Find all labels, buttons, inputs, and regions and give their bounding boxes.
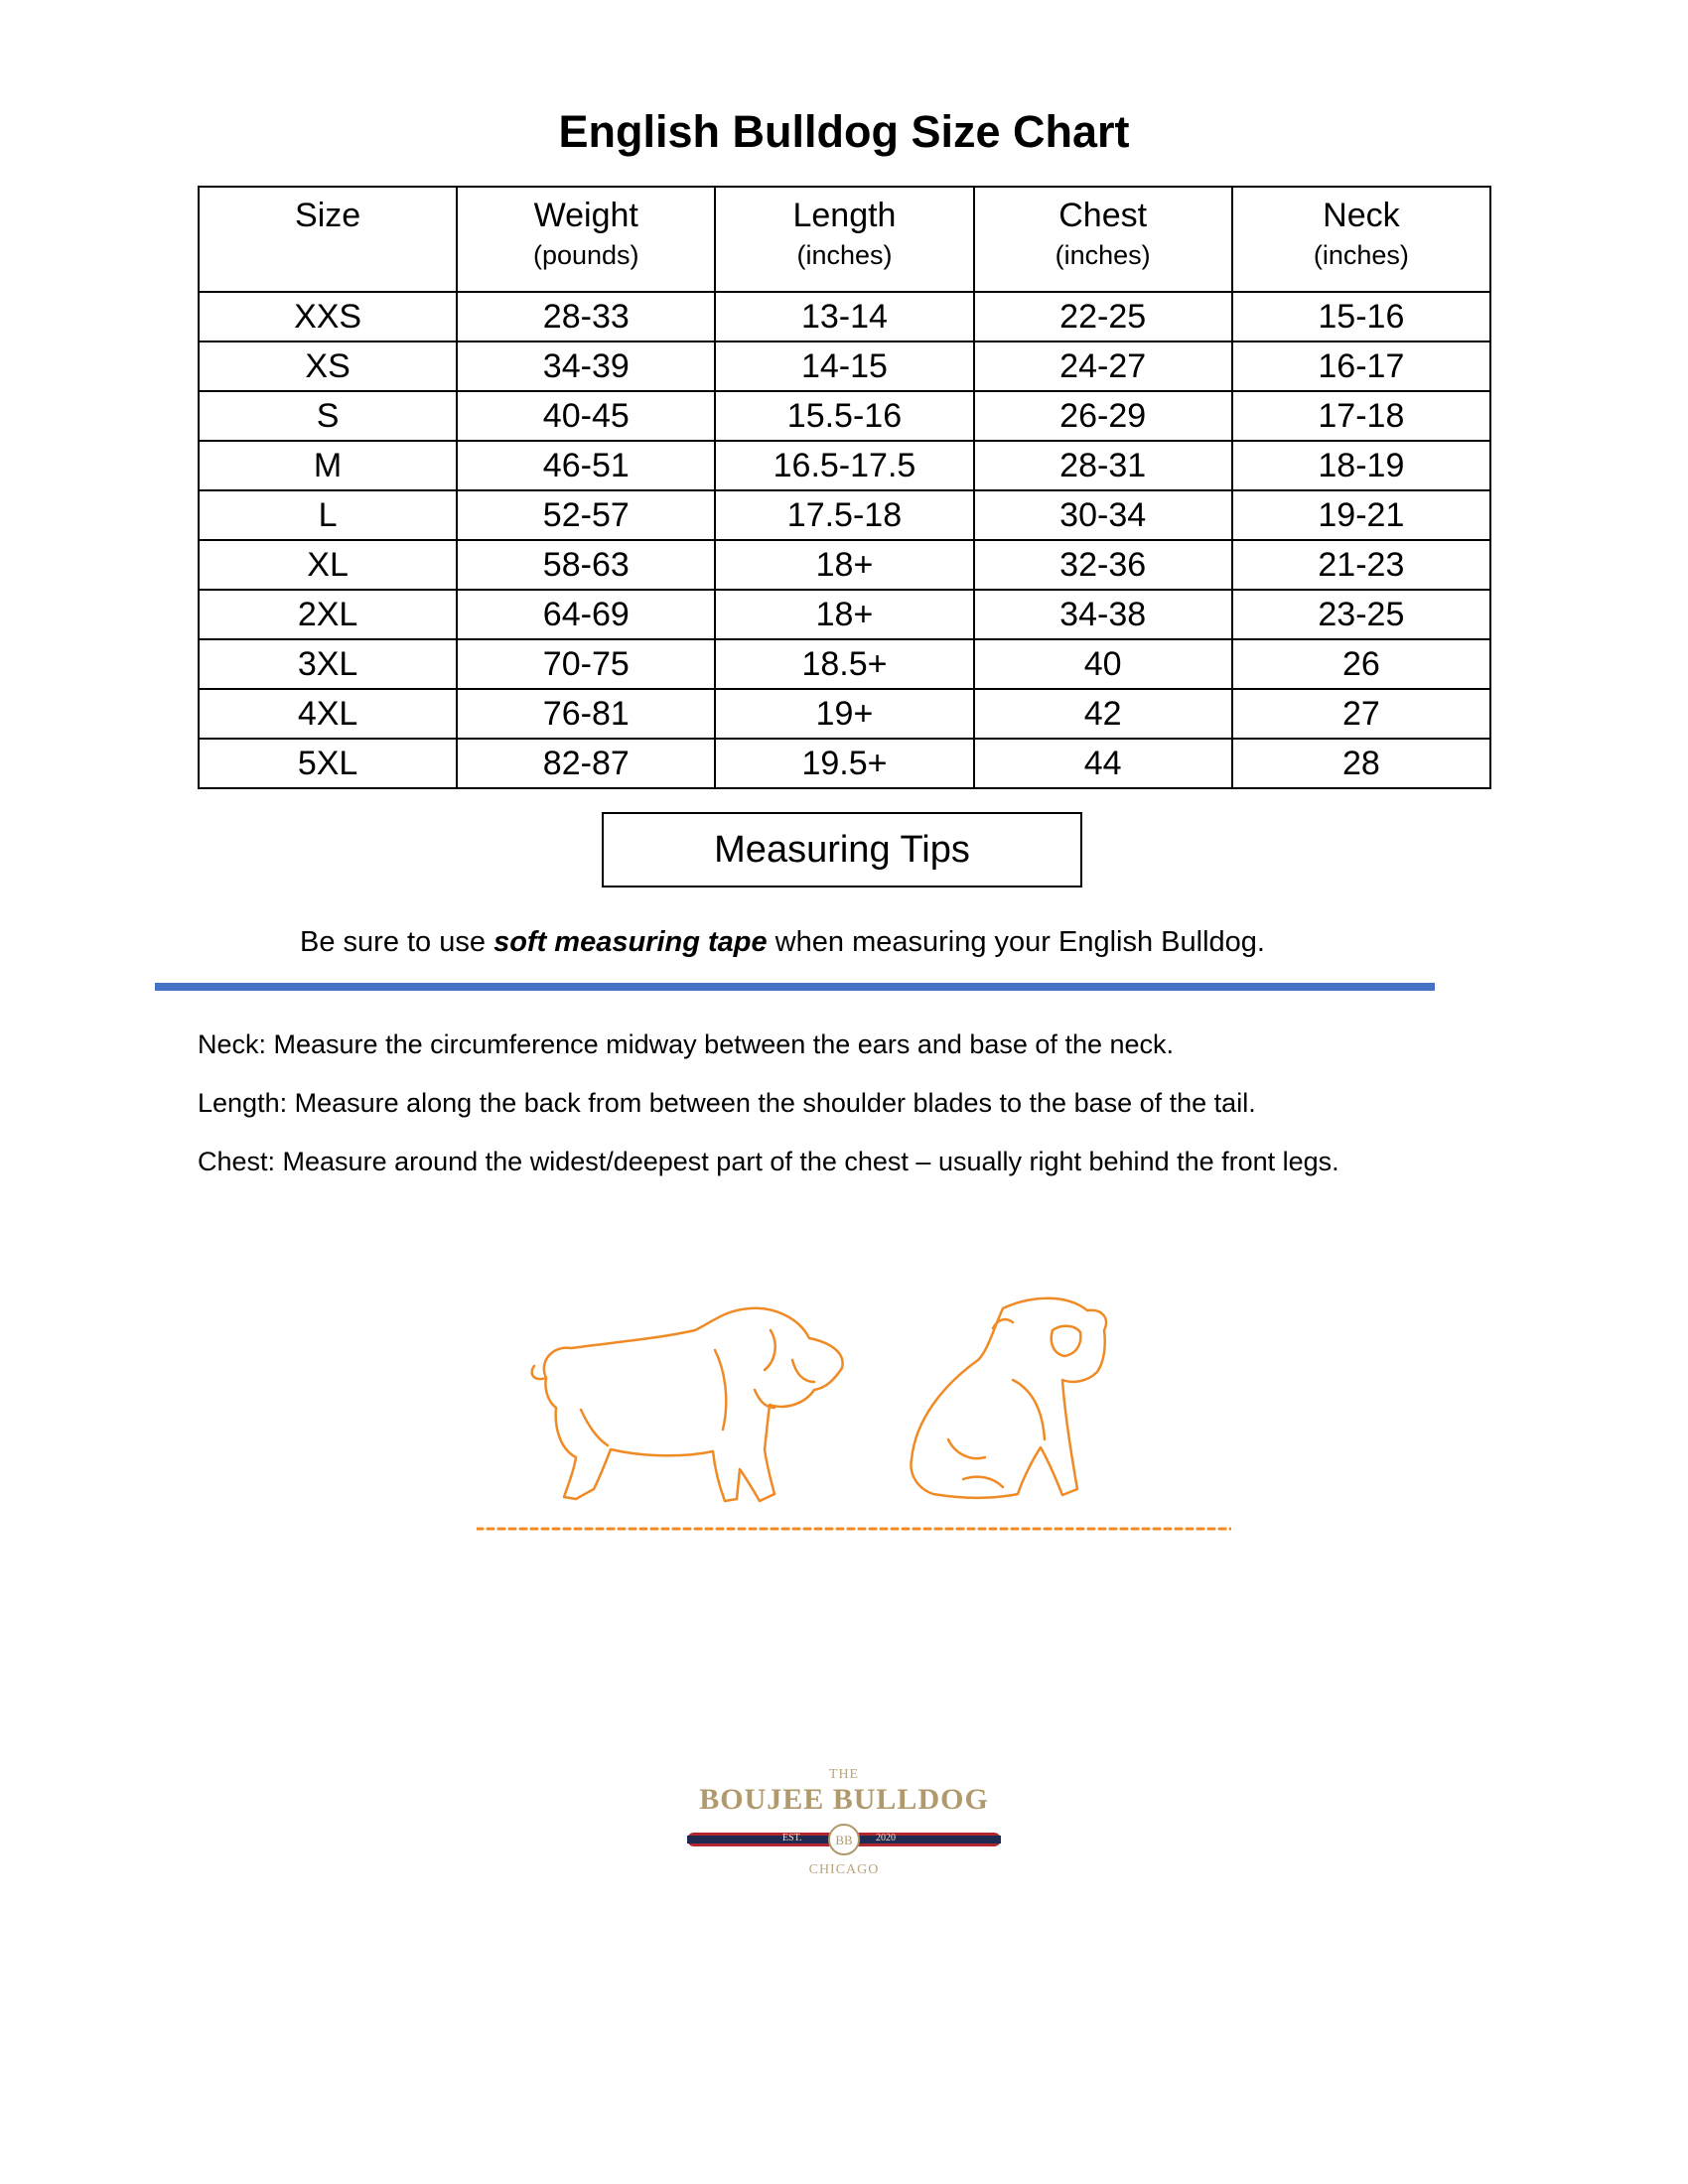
tip-neck: Neck: Measure the circumference midway between the ears and base of the neck.	[198, 1029, 1175, 1059]
table-cell: XXS	[199, 292, 457, 341]
table-cell: 64-69	[457, 590, 715, 639]
table-cell: 16.5-17.5	[715, 441, 973, 490]
logo-city: CHICAGO	[808, 1862, 880, 1877]
logo-band-icon	[685, 1823, 1003, 1856]
table-cell: 40-45	[457, 391, 715, 441]
table-cell: 27	[1232, 689, 1490, 739]
table-cell: S	[199, 391, 457, 441]
table-cell: 24-27	[974, 341, 1232, 391]
table-row	[199, 391, 1490, 441]
measuring-tips-heading: Measuring Tips	[602, 812, 1082, 887]
table-cell: 52-57	[457, 490, 715, 540]
table-cell: 18-19	[1232, 441, 1490, 490]
column-header	[974, 187, 1232, 292]
logo-the: THE	[828, 1767, 860, 1782]
table-cell: 18.5+	[715, 639, 973, 689]
column-header-unit: (pounds)	[532, 240, 639, 270]
table-cell: 14-15	[715, 341, 973, 391]
column-header-label: Chest	[1058, 197, 1148, 234]
table-cell: 40	[974, 639, 1232, 689]
table-cell: 76-81	[457, 689, 715, 739]
table-row	[199, 639, 1490, 689]
table-cell: XS	[199, 341, 457, 391]
table-cell: 34-39	[457, 341, 715, 391]
table-cell: 2XL	[199, 590, 457, 639]
table-cell: 42	[974, 689, 1232, 739]
table-cell: 18+	[715, 590, 973, 639]
table-cell: 5XL	[199, 739, 457, 788]
table-cell: 23-25	[1232, 590, 1490, 639]
table-cell: 32-36	[974, 540, 1232, 590]
column-header-unit: (inches)	[1313, 240, 1409, 270]
table-cell: 30-34	[974, 490, 1232, 540]
column-header	[199, 187, 457, 292]
tip-length: Length: Measure along the back from between the shoulder blades to the base of the tail.	[198, 1088, 1256, 1118]
table-cell: 18+	[715, 540, 973, 590]
standing-bulldog-icon	[532, 1308, 843, 1501]
table-body	[199, 292, 1490, 788]
tape-note-start: Be sure to use	[300, 926, 494, 958]
logo-year: 2020	[876, 1833, 896, 1843]
tape-note-end: when measuring your English Bulldog.	[767, 926, 1265, 958]
column-header-label: Weight	[533, 197, 638, 234]
tape-note-emphasis: soft measuring tape	[493, 926, 768, 958]
table-cell: 17.5-18	[715, 490, 973, 540]
column-header-label: Length	[792, 197, 897, 234]
table-cell: 22-25	[974, 292, 1232, 341]
table-cell: 15-16	[1232, 292, 1490, 341]
table-cell: 15.5-16	[715, 391, 973, 441]
column-header-label: Size	[295, 197, 361, 234]
column-header-unit: (inches)	[1055, 240, 1151, 270]
table-cell: 70-75	[457, 639, 715, 689]
section-divider	[155, 983, 1435, 991]
tip-chest: Chest: Measure around the widest/deepest part of the chest – usually right behind the front legs.	[198, 1147, 1339, 1176]
table-row	[199, 441, 1490, 490]
table-row	[199, 292, 1490, 341]
sitting-bulldog-icon	[911, 1298, 1106, 1498]
table-cell: 19.5+	[715, 739, 973, 788]
table-cell: 3XL	[199, 639, 457, 689]
table-header-row	[199, 187, 1490, 292]
table-cell: 13-14	[715, 292, 973, 341]
table-cell: 17-18	[1232, 391, 1490, 441]
table-cell: 4XL	[199, 689, 457, 739]
table-cell: 19+	[715, 689, 973, 739]
logo-est: EST.	[782, 1833, 802, 1843]
table-cell: 26	[1232, 639, 1490, 689]
table-cell: 28	[1232, 739, 1490, 788]
column-header	[457, 187, 715, 292]
table-cell: 82-87	[457, 739, 715, 788]
table-cell: 34-38	[974, 590, 1232, 639]
bulldog-outline-illustration	[477, 1291, 1231, 1549]
boujee-bulldog-logo	[675, 1767, 1013, 1886]
size-chart-table	[198, 186, 1491, 789]
table-row	[199, 490, 1490, 540]
table-cell: 58-63	[457, 540, 715, 590]
table-cell: 28-31	[974, 441, 1232, 490]
column-header-label: Neck	[1323, 197, 1400, 234]
table-cell: 44	[974, 739, 1232, 788]
table-row	[199, 540, 1490, 590]
table-cell: 26-29	[974, 391, 1232, 441]
column-header	[1232, 187, 1490, 292]
logo-monogram: BB	[835, 1833, 853, 1847]
table-row	[199, 739, 1490, 788]
table-cell: 16-17	[1232, 341, 1490, 391]
column-header	[715, 187, 973, 292]
table-row	[199, 689, 1490, 739]
tape-note	[300, 923, 1265, 961]
table-cell: M	[199, 441, 457, 490]
table-row	[199, 590, 1490, 639]
column-header-unit: (inches)	[796, 240, 893, 270]
page-title: English Bulldog Size Chart	[558, 106, 1130, 157]
table-cell: 21-23	[1232, 540, 1490, 590]
table-row	[199, 341, 1490, 391]
logo-brand: BOUJEE BULLDOG	[699, 1783, 989, 1816]
table-cell: XL	[199, 540, 457, 590]
table-cell: 46-51	[457, 441, 715, 490]
table-cell: 28-33	[457, 292, 715, 341]
table-cell: L	[199, 490, 457, 540]
table-cell: 19-21	[1232, 490, 1490, 540]
